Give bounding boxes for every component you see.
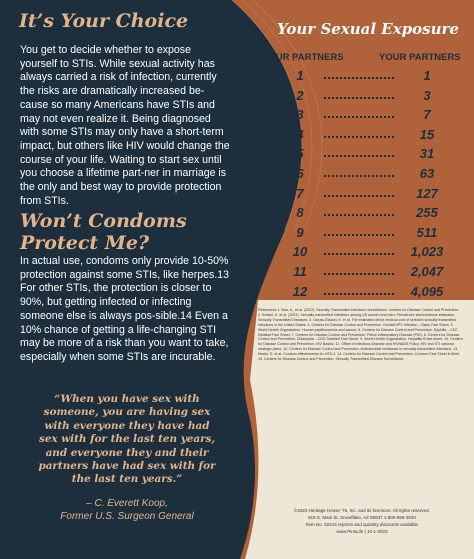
- exposure-count: 511: [416, 224, 438, 240]
- condoms-heading: Won’t Condoms Protect Me?: [20, 210, 187, 254]
- exposure-count: 1,023: [410, 244, 444, 260]
- exposure-count: 4,095: [410, 283, 444, 299]
- dotted-leader: [324, 155, 394, 157]
- column-header-your-partners: YOUR PARTNERS: [262, 52, 344, 63]
- exposure-count: 31: [419, 146, 435, 162]
- condoms-paragraph: In actual use, condoms only provide 10-50% protection against some STIs, like herpes.13 For other STIs, the protection is closer to 90%, but getting infected or infecting someone else is always pos-sible.14 Even a 10% chance of getting a life-changing STI may be more of a risk than you want to take, especially when some STIs are incurable.: [20, 255, 230, 363]
- partner-count: 12: [292, 283, 308, 299]
- koop-quote: “When you have sex with someone, you are having sex with everyone they have had sex with for the last ten years, and everyone they and their partners have had sex with for the last ten years.”: [38, 393, 216, 486]
- dotted-leader: [324, 97, 394, 99]
- quote-attribution: [38, 498, 216, 523]
- exposure-count: 1: [423, 68, 431, 83]
- footer-address: 919 S. Main St. Snowflake, AZ 85937 1-800-858-3040: [308, 515, 416, 520]
- dotted-leader: [324, 195, 394, 197]
- partner-count: 6: [296, 166, 304, 181]
- partner-count: 7: [296, 185, 304, 201]
- table-row: [270, 86, 460, 106]
- partner-count: 9: [296, 224, 304, 240]
- partner-count: 8: [296, 205, 304, 221]
- footer-item: Item No. 92215 reprints and quantity discounts available: [305, 522, 419, 527]
- partner-count: 5: [296, 146, 304, 162]
- table-row: [270, 242, 460, 262]
- dotted-leader: [324, 175, 394, 177]
- dotted-leader: [324, 293, 394, 295]
- exposure-count: 127: [416, 185, 438, 201]
- page-title: It’s Your Choice: [19, 10, 189, 32]
- attribution-title: Former U.S. Surgeon General: [60, 510, 194, 522]
- partner-count: 10: [292, 244, 308, 260]
- exposure-count: 255: [416, 205, 438, 221]
- dotted-leader: [324, 136, 394, 138]
- table-row: [270, 66, 460, 86]
- dotted-leader: [324, 77, 394, 79]
- dotted-leader: [324, 116, 394, 118]
- partner-count: 3: [296, 107, 304, 123]
- exposure-count: 63: [419, 166, 435, 181]
- partner-count: 1: [296, 68, 304, 83]
- table-row: [270, 144, 460, 164]
- table-row: [270, 184, 460, 204]
- dotted-leader: [324, 253, 394, 255]
- dotted-leader: [324, 273, 394, 275]
- partner-count: 2: [296, 87, 304, 103]
- table-row: [270, 203, 460, 223]
- table-row: [270, 262, 460, 282]
- table-row: [270, 105, 460, 125]
- footer: [262, 507, 462, 535]
- table-row: [270, 223, 460, 243]
- footer-copyright: ©2023 Heritage House ’76, Inc. and its licensors. All rights reserved.: [294, 508, 430, 513]
- dotted-leader: [324, 234, 394, 236]
- exposure-count: 15: [419, 126, 435, 142]
- footer-website: www.PinsLife | 10-1-2023: [336, 529, 388, 534]
- exposure-title: Your Sexual Exposure: [277, 20, 459, 38]
- table-row: [270, 164, 460, 184]
- intro-paragraph: You get to decide whether to expose yourself to STIs. While sexual activity has always carried a risk of infection, currently the risks are dramatically increased be-cause so many Americans have STIs and may not even realize it. Being diagnosed with some STIs may only have a short-term impact, but others like HIV would change the course of your life. Waiting to start sex until you choose a lifetime part-ner in marriage is the only and best way to provide protection from STIs.: [20, 44, 230, 207]
- exposure-count: 7: [423, 107, 431, 123]
- table-row: [270, 282, 460, 302]
- dotted-leader: [324, 214, 394, 216]
- exposure-count: 2,047: [410, 264, 444, 279]
- table-row: [270, 125, 460, 145]
- references: References 1. Barr, A., et al. (2022). Sexually Transmitted Infections Surveillance. Centers for Disease Control and Prevention. 2. Kreisel, K. et al. (2021). Sexually transmitted infections among US women and men: Prevalence and incidence estimates. Sexually Transmitted Diseases. 3. Owusu-Edusei, K. et al. The estimated direct medical cost of selected sexually transmitted infections in the United States. 4. Centers for Disease Control and Prevention. Genital HPV Infection – Basic Fact Sheet. 5. World Health Organization. Human papillomavirus and cancer. 6. Centers for Disease Control and Prevention. Syphilis – CDC Detailed Fact Sheet. 7. Centers for Disease Control and Prevention. Pelvic Inflammatory Disease (PID). 8. Centers for Disease Control and Prevention. Chlamydia – CDC Detailed Fact Sheet. 9. World Health Organization. Hepatitis B fact sheet. 10. Centers for Disease Control and Prevention. HIV Basics. 11. Office of Infectious Disease and HIV/AIDS Policy. HIV and STI national strategic plans. 12. Centers for Disease Control and Prevention. Antimicrobial resistance in sexually transmitted infections. 13. Martin, E. et al. Condom effectiveness for HSV-2. 14. Centers for Disease Control and Prevention. Condom Fact Sheet in Brief. 15. Centers for Disease Control and Prevention. Sexually Transmitted Disease Surveillance.: [258, 308, 463, 362]
- exposure-count: 3: [423, 87, 431, 103]
- partner-count: 11: [293, 264, 307, 279]
- attribution-name: – C. Everett Koop,: [86, 498, 168, 509]
- column-header-exposure: YOUR PARTNERS: [379, 52, 461, 63]
- partner-count: 4: [296, 126, 304, 142]
